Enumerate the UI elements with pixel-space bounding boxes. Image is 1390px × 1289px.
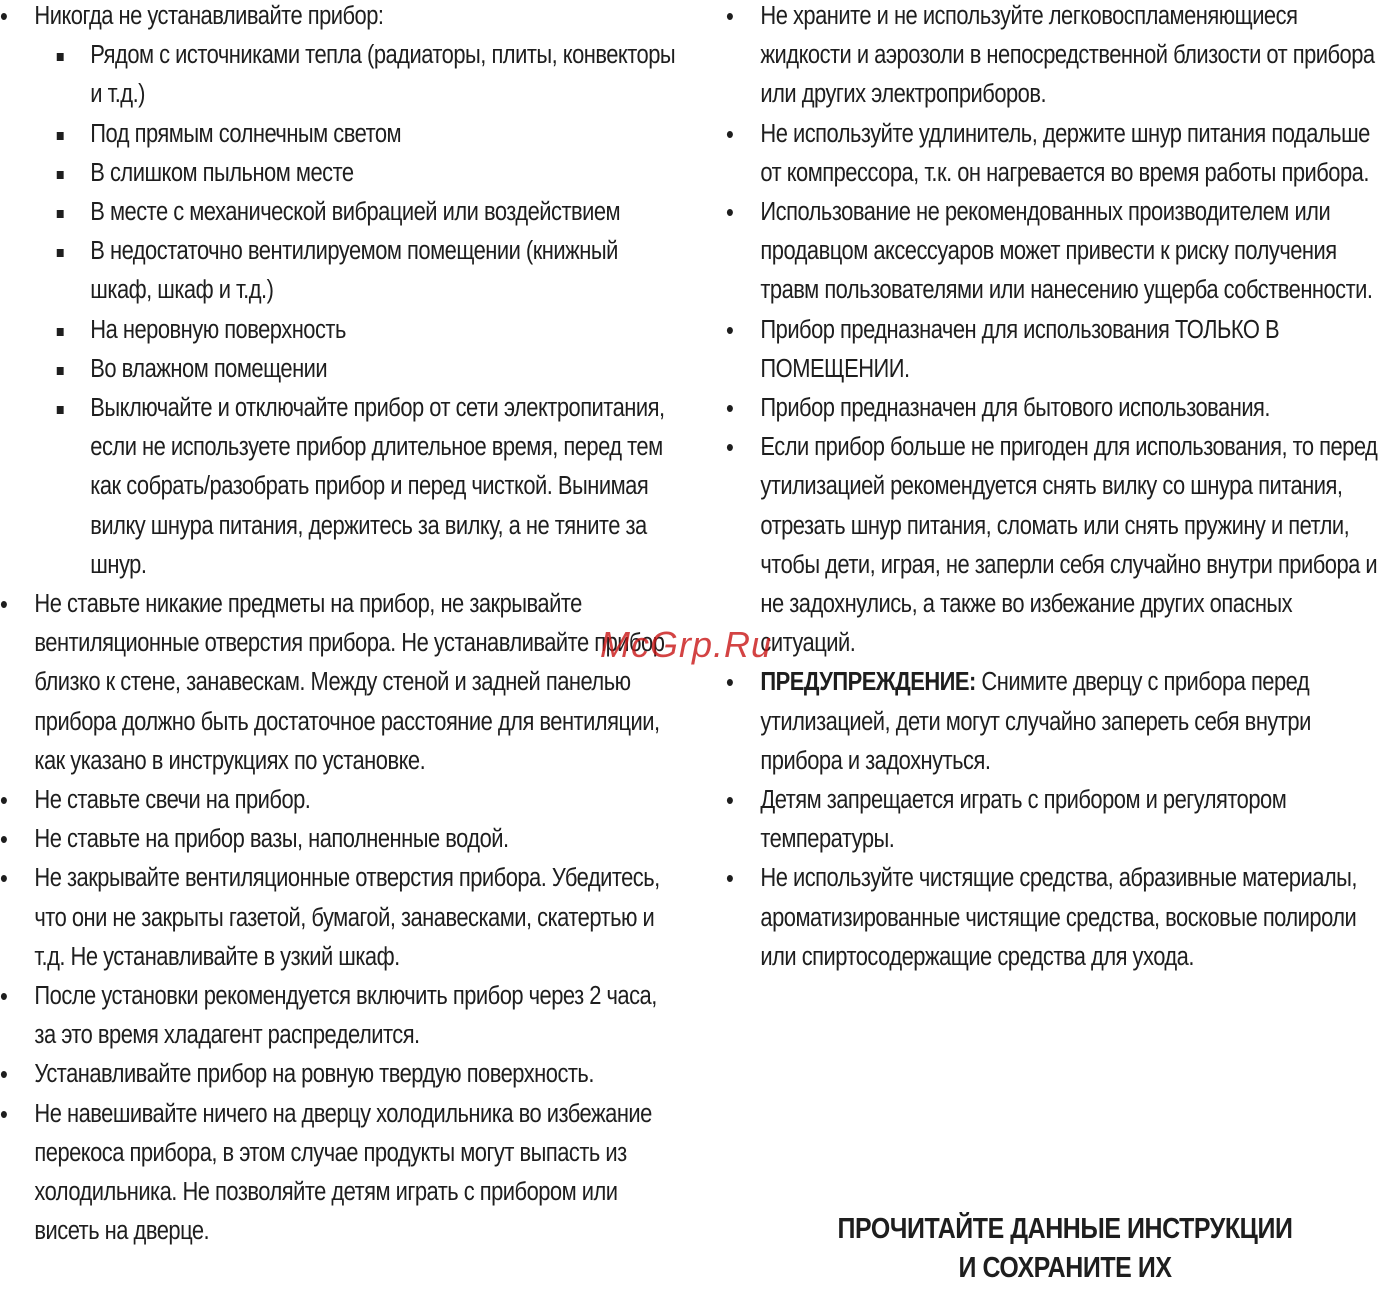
safety-list-right xyxy=(726,0,1390,977)
list-item: • Не ставьте на прибор вазы, наполненные водой. xyxy=(0,820,676,859)
list-item-warning xyxy=(726,663,1390,781)
sub-list-item: Рядом с источниками тепла (радиаторы, плиты, конвекторы и т.д.) xyxy=(0,36,676,114)
left-column xyxy=(0,0,676,1252)
sub-list-item: На неровную поверхность xyxy=(0,311,676,350)
list-item: • Не храните и не используйте легковоспламеняющиеся жидкости и аэрозоли в непосредственной близости от прибора или других электроприборов. xyxy=(726,0,1390,115)
list-item: • Прибор предназначен для использования ТОЛЬКО В ПОМЕЩЕНИИ. xyxy=(726,311,1390,389)
list-item: • Прибор предназначен для бытового использования. xyxy=(726,389,1390,428)
list-item: • Не навешивайте ничего на дверцу холодильника во избежание перекоса прибора, в этом случае продукты могут выпасть из холодильника. Не позволяйте детям играть с прибором или висеть на дверце. xyxy=(0,1095,676,1252)
list-item: • Если прибор больше не пригоден для использования, то перед утилизацией рекомендуется снять вилку со шнура питания, отрезать шнур питания, сломать или снять пружину и петли, чтобы дети, играя, не заперли себя случайно внутри прибора и не задохнулись, а также во избежание других опасных ситуаций. xyxy=(726,428,1390,663)
sub-list-item: Во влажном помещении xyxy=(0,350,676,389)
list-item-text: Никогда не устанавливайте прибор: xyxy=(34,2,384,30)
list-item: • Детям запрещается играть с прибором и регулятором температуры. xyxy=(726,781,1390,859)
footer-notice xyxy=(807,1210,1323,1288)
warning-label: ПРЕДУПРЕЖДЕНИЕ: xyxy=(760,668,976,697)
sub-list-item: Под прямым солнечным светом xyxy=(0,115,676,154)
install-restrictions-sublist xyxy=(0,36,676,585)
list-item: • После установки рекомендуется включить прибор через 2 часа, за это время хладагент распределится. xyxy=(0,977,676,1055)
list-item: • Использование не рекомендованных производителем или продавцом аксессуаров может привести к риску получения травм пользователями или нанесению ущерба собственности. xyxy=(726,193,1390,311)
sub-list-item: В месте с механической вибрацией или воздействием xyxy=(0,193,676,232)
sub-list-item: В слишком пыльном месте xyxy=(0,154,676,193)
list-item: • Устанавливайте прибор на ровную твердую поверхность. xyxy=(0,1055,676,1094)
list-item-never-install xyxy=(0,0,676,585)
list-item: • Не закрывайте вентиляционные отверстия прибора. Убедитесь, что они не закрыты газетой, бумагой, занавесками, скатертью и т.д. Не устанавливайте в узкий шкаф. xyxy=(0,859,676,977)
list-item: • Не используйте удлинитель, держите шнур питания подальше от компрессора, т.к. он нагревается во время работы прибора. xyxy=(726,115,1390,193)
warning-text: Снимите дверцу с прибора перед утилизацией, дети могут случайно запереть себя внутри прибора и задохнуться. xyxy=(760,668,1311,775)
list-item: • Не ставьте свечи на прибор. xyxy=(0,781,676,820)
footer-line-1: ПРОЧИТАЙТЕ ДАННЫЕ ИНСТРУКЦИИ xyxy=(837,1213,1293,1245)
list-item: • Не используйте чистящие средства, абразивные материалы, ароматизированные чистящие средства, восковые полироли или спиртосодержащие средства для ухода. xyxy=(726,859,1390,977)
right-column xyxy=(726,0,1390,977)
watermark: McGrp.Ru xyxy=(600,624,773,665)
sub-list-item: В недостаточно вентилируемом помещении (книжный шкаф, шкаф и т.д.) xyxy=(0,232,676,310)
footer-line-2: И СОХРАНИТЕ ИХ xyxy=(958,1252,1172,1284)
list-item: • Не ставьте никакие предметы на прибор, не закрывайте вентиляционные отверстия прибора. Не устанавливайте прибор близко к стене, занавескам. Между стеной и задней панелью прибора должно быть достаточное расстояние для вентиляции, как указано в инструкциях по установке. xyxy=(0,585,676,781)
safety-list-left xyxy=(0,0,676,1252)
sub-list-item: Выключайте и отключайте прибор от сети электропитания, если не используете прибор длительное время, перед тем как собрать/разобрать прибор и перед чисткой. Вынимая вилку шнура питания, держитесь за вилку, а не тяните за шнур. xyxy=(0,389,676,585)
